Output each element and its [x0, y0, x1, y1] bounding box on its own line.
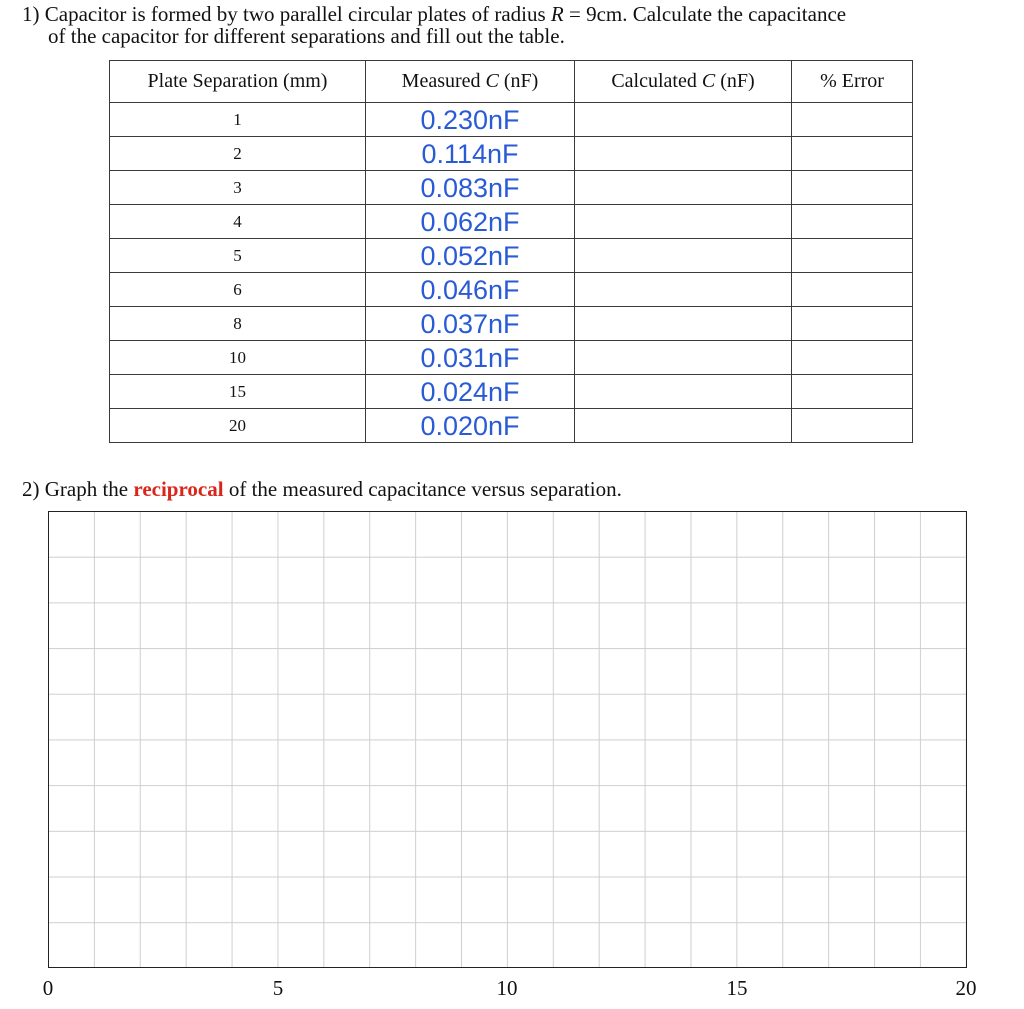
table-row [110, 273, 913, 307]
measured-cell: 0.020nF [366, 409, 575, 443]
measured-cell: 0.062nF [366, 205, 575, 239]
table-row [110, 341, 913, 375]
table-row [110, 171, 913, 205]
error-cell[interactable] [792, 103, 913, 137]
table-row [110, 103, 913, 137]
table-row [110, 375, 913, 409]
error-cell[interactable] [792, 273, 913, 307]
separation-cell: 6 [110, 273, 366, 307]
error-cell[interactable] [792, 375, 913, 409]
calculated-cell[interactable] [575, 137, 792, 171]
measured-cell: 0.083nF [366, 171, 575, 205]
measured-cell: 0.031nF [366, 341, 575, 375]
separation-cell: 4 [110, 205, 366, 239]
separation-cell: 20 [110, 409, 366, 443]
measured-cell: 0.052nF [366, 239, 575, 273]
question-1-text [22, 3, 1012, 47]
table-row [110, 307, 913, 341]
separation-cell: 5 [110, 239, 366, 273]
table-row [110, 205, 913, 239]
error-cell[interactable] [792, 171, 913, 205]
x-tick-label: 15 [726, 976, 748, 1000]
capacitance-table [109, 60, 913, 443]
measured-cell: 0.037nF [366, 307, 575, 341]
table-header-row [110, 61, 913, 103]
measured-cell: 0.230nF [366, 103, 575, 137]
measured-cell: 0.024nF [366, 375, 575, 409]
header-percent-error: % Error [792, 61, 913, 103]
error-cell[interactable] [792, 239, 913, 273]
calculated-cell[interactable] [575, 273, 792, 307]
measured-cell: 0.046nF [366, 273, 575, 307]
header-plate-separation: Plate Separation (mm) [110, 61, 366, 103]
table-row [110, 409, 913, 443]
header-measured-c: Measured C (nF) [366, 61, 575, 103]
separation-cell: 10 [110, 341, 366, 375]
measured-cell: 0.114nF [366, 137, 575, 171]
calculated-cell[interactable] [575, 103, 792, 137]
error-cell[interactable] [792, 307, 913, 341]
error-cell[interactable] [792, 409, 913, 443]
graph-grid[interactable] [48, 511, 967, 968]
question-1-line-2: of the capacitor for different separations and fill out the table. [48, 24, 565, 48]
calculated-cell[interactable] [575, 409, 792, 443]
question-1-line-1: 1) Capacitor is formed by two parallel circular plates of radius R = 9cm. Calculate the capacitance [22, 2, 847, 26]
calculated-cell[interactable] [575, 375, 792, 409]
error-cell[interactable] [792, 205, 913, 239]
calculated-cell[interactable] [575, 205, 792, 239]
reciprocal-highlight: reciprocal [133, 477, 224, 501]
question-2-text: 2) Graph the reciprocal of the measured capacitance versus separation. [22, 477, 622, 501]
x-tick-label: 5 [272, 976, 284, 1000]
table-row [110, 137, 913, 171]
separation-cell: 1 [110, 103, 366, 137]
error-cell[interactable] [792, 341, 913, 375]
x-tick-label: 0 [42, 976, 54, 1000]
calculated-cell[interactable] [575, 171, 792, 205]
error-cell[interactable] [792, 137, 913, 171]
separation-cell: 3 [110, 171, 366, 205]
separation-cell: 2 [110, 137, 366, 171]
calculated-cell[interactable] [575, 307, 792, 341]
table-row [110, 239, 913, 273]
separation-cell: 15 [110, 375, 366, 409]
calculated-cell[interactable] [575, 341, 792, 375]
separation-cell: 8 [110, 307, 366, 341]
header-calculated-c: Calculated C (nF) [575, 61, 792, 103]
x-tick-label: 20 [955, 976, 977, 1000]
calculated-cell[interactable] [575, 239, 792, 273]
x-tick-label: 10 [496, 976, 518, 1000]
